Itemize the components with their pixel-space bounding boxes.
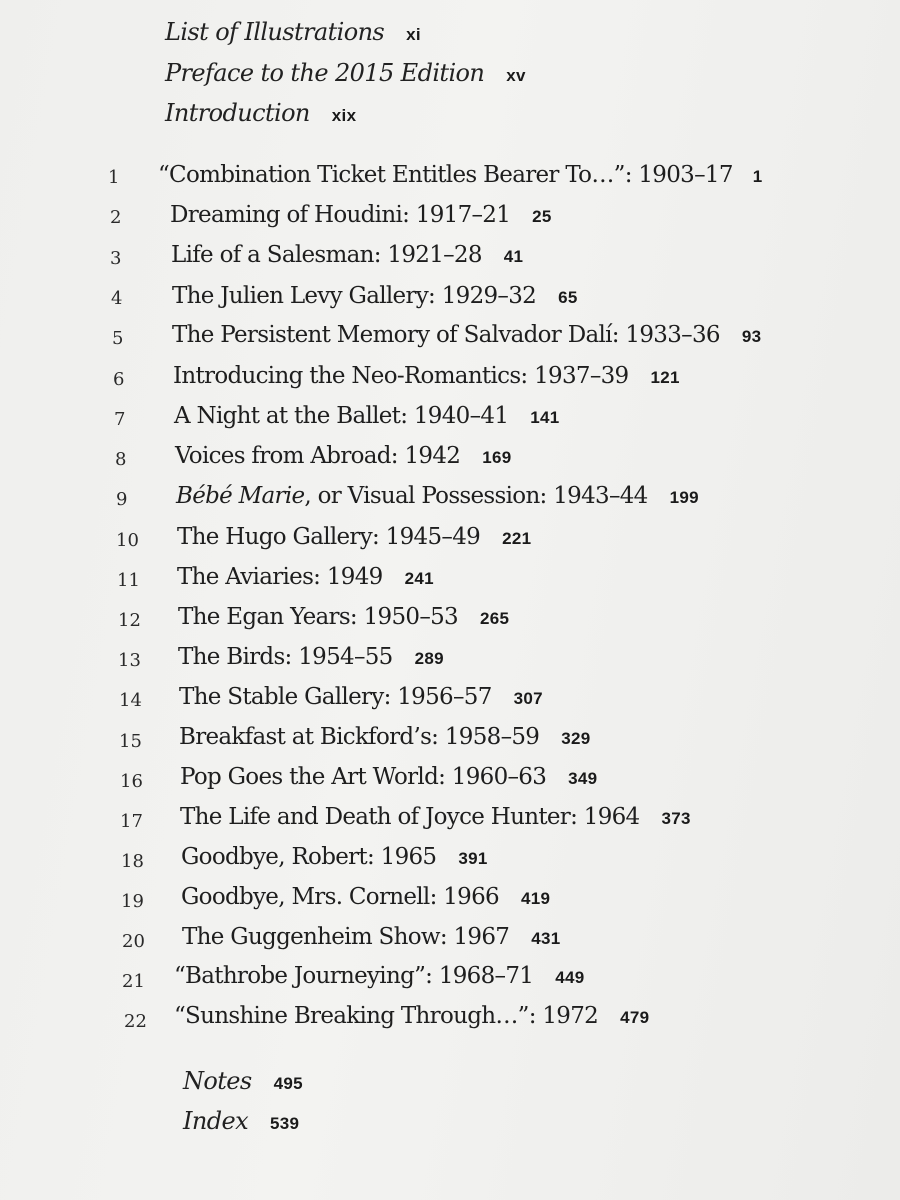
chapter-title-italic: Bébé Marie bbox=[176, 483, 305, 509]
chapter-number: 7 bbox=[114, 409, 126, 430]
chapter-title: Life of a Salesman: 1921–28 bbox=[171, 242, 482, 268]
chapter-number: 16 bbox=[120, 771, 143, 792]
toc-front-page: xix bbox=[331, 106, 357, 125]
chapter-number: 21 bbox=[122, 971, 145, 992]
chapter-page: 121 bbox=[650, 368, 680, 387]
chapter-number: 9 bbox=[116, 489, 128, 510]
chapter-page: 199 bbox=[669, 488, 699, 507]
toc-back-title: Index bbox=[183, 1107, 249, 1135]
chapter-page: 141 bbox=[530, 408, 560, 427]
toc-back-title: Notes bbox=[183, 1067, 252, 1095]
toc-back-entry bbox=[183, 1109, 299, 1133]
chapter-page: 1 bbox=[752, 167, 763, 186]
chapter-page: 241 bbox=[404, 569, 434, 588]
chapter-title: “Sunshine Breaking Through…”: 1972 bbox=[174, 1003, 599, 1029]
chapter-number: 18 bbox=[121, 851, 144, 872]
chapter-page: 65 bbox=[558, 288, 578, 307]
chapter-entry bbox=[173, 365, 680, 388]
chapter-page: 449 bbox=[555, 968, 585, 987]
chapter-entry bbox=[172, 324, 761, 347]
chapter-title-rest: , or Visual Possession: 1943–44 bbox=[304, 483, 648, 509]
chapter-title: Introducing the Neo-Romantics: 1937–39 bbox=[173, 363, 629, 389]
chapter-entry bbox=[178, 606, 509, 629]
chapter-title: The Persistent Memory of Salvador Dalí: 1933–36 bbox=[172, 322, 720, 348]
chapter-title: Voices from Abroad: 1942 bbox=[175, 443, 461, 469]
chapter-page: 93 bbox=[741, 327, 762, 346]
chapter-page: 329 bbox=[561, 729, 591, 748]
chapter-number: 17 bbox=[120, 811, 143, 832]
chapter-title: Goodbye, Mrs. Cornell: 1966 bbox=[181, 884, 499, 910]
chapter-number: 14 bbox=[119, 690, 142, 711]
chapter-number: 4 bbox=[111, 288, 123, 309]
chapter-title: The Guggenheim Show: 1967 bbox=[182, 924, 510, 950]
chapter-entry bbox=[177, 566, 434, 589]
toc-front-title: List of Illustrations bbox=[165, 18, 385, 46]
chapter-number: 20 bbox=[122, 931, 145, 952]
chapter-title: A Night at the Ballet: 1940–41 bbox=[174, 403, 509, 429]
chapter-page: 307 bbox=[513, 689, 543, 708]
chapter-entry bbox=[176, 485, 699, 508]
chapter-page: 431 bbox=[531, 929, 561, 948]
toc-front-page: xi bbox=[406, 25, 421, 44]
chapter-title: Breakfast at Bickford’s: 1958–59 bbox=[179, 724, 540, 750]
chapter-number: 8 bbox=[115, 449, 127, 470]
toc-back-entry bbox=[183, 1069, 303, 1093]
chapter-entry bbox=[177, 526, 531, 549]
toc-front-entry bbox=[165, 61, 526, 85]
chapter-title: Dreaming of Houdini: 1917–21 bbox=[170, 202, 511, 228]
chapter-page: 349 bbox=[568, 769, 598, 788]
chapter-title: The Egan Years: 1950–53 bbox=[178, 604, 458, 630]
chapter-number: 19 bbox=[121, 891, 144, 912]
chapter-entry bbox=[171, 244, 523, 267]
toc-front-entry bbox=[165, 101, 356, 125]
chapter-entry bbox=[174, 405, 560, 428]
chapter-title: Pop Goes the Art World: 1960–63 bbox=[180, 764, 547, 790]
chapter-title: The Aviaries: 1949 bbox=[177, 564, 383, 590]
chapter-page: 419 bbox=[520, 889, 551, 908]
toc-front-page: xv bbox=[506, 66, 526, 85]
chapter-number: 11 bbox=[117, 570, 140, 591]
chapter-page: 169 bbox=[482, 448, 512, 467]
chapter-entry bbox=[181, 846, 488, 869]
chapter-number: 22 bbox=[124, 1011, 147, 1032]
chapter-entry bbox=[180, 806, 691, 829]
toc-front-entry bbox=[165, 20, 421, 44]
chapter-title: The Life and Death of Joyce Hunter: 1964 bbox=[180, 804, 640, 830]
chapter-page: 373 bbox=[661, 809, 691, 828]
chapter-entry bbox=[174, 965, 585, 988]
chapter-entry bbox=[174, 1005, 649, 1028]
chapter-page: 221 bbox=[502, 529, 532, 548]
chapter-page: 391 bbox=[458, 849, 488, 868]
chapter-entry bbox=[158, 164, 763, 187]
chapter-page: 41 bbox=[503, 247, 524, 266]
chapter-entry bbox=[172, 285, 578, 308]
chapter-number: 5 bbox=[112, 328, 124, 349]
chapter-number: 15 bbox=[119, 731, 142, 752]
toc-front-title: Introduction bbox=[165, 99, 310, 127]
chapter-title bbox=[176, 483, 648, 509]
chapter-entry bbox=[180, 766, 597, 789]
chapter-number: 2 bbox=[110, 207, 122, 228]
chapter-number: 12 bbox=[118, 610, 141, 631]
chapter-title: The Hugo Gallery: 1945–49 bbox=[177, 524, 481, 550]
chapter-page: 25 bbox=[532, 207, 552, 226]
chapter-entry bbox=[182, 926, 561, 949]
chapter-number: 6 bbox=[113, 369, 125, 390]
chapter-title: The Birds: 1954–55 bbox=[178, 644, 393, 670]
toc-back-page: 539 bbox=[270, 1114, 300, 1133]
chapter-title: Goodbye, Robert: 1965 bbox=[181, 844, 437, 870]
chapter-entry bbox=[175, 445, 511, 468]
toc-back-page: 495 bbox=[273, 1074, 303, 1093]
chapter-entry bbox=[179, 686, 543, 709]
chapter-entry bbox=[178, 646, 444, 669]
chapter-title: “Bathrobe Journeying”: 1968–71 bbox=[174, 963, 534, 989]
chapter-page: 479 bbox=[620, 1008, 650, 1027]
chapter-number: 3 bbox=[110, 248, 122, 269]
chapter-page: 289 bbox=[414, 649, 444, 668]
chapter-entry bbox=[170, 204, 552, 227]
chapter-title: The Julien Levy Gallery: 1929–32 bbox=[172, 283, 537, 309]
chapter-title: The Stable Gallery: 1956–57 bbox=[179, 684, 492, 710]
chapter-entry bbox=[179, 726, 591, 749]
chapter-number: 1 bbox=[108, 167, 120, 188]
chapter-entry bbox=[181, 886, 550, 909]
chapter-page: 265 bbox=[480, 609, 510, 628]
toc-front-title: Preface to the 2015 Edition bbox=[165, 59, 485, 87]
chapter-number: 10 bbox=[116, 530, 139, 551]
chapter-title: “Combination Ticket Entitles Bearer To…”: 1903–17 bbox=[158, 162, 733, 188]
chapter-number: 13 bbox=[118, 650, 141, 671]
